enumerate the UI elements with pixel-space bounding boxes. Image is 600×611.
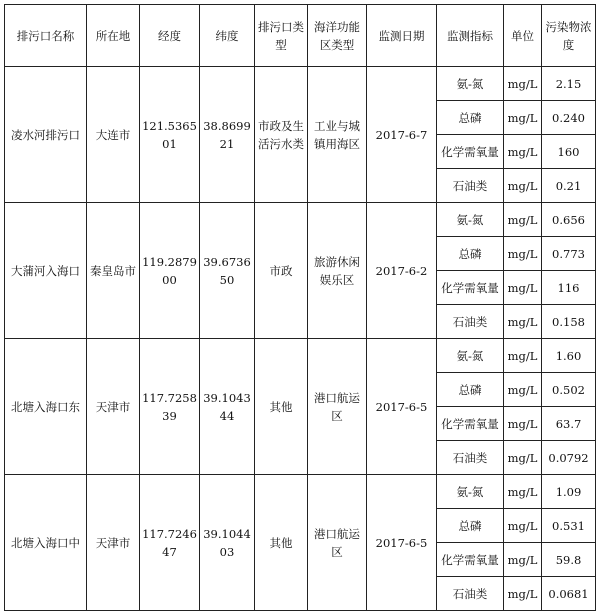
- indicator: 化学需氧量: [437, 543, 504, 577]
- indicator: 化学需氧量: [437, 271, 504, 305]
- outlet-type: 市政及生活污水类: [255, 67, 308, 203]
- concentration: 59.8: [542, 543, 596, 577]
- unit: mg/L: [504, 101, 542, 135]
- indicator: 石油类: [437, 305, 504, 339]
- table-row: [5, 475, 596, 509]
- unit: mg/L: [504, 271, 542, 305]
- unit: mg/L: [504, 407, 542, 441]
- unit: mg/L: [504, 339, 542, 373]
- outlet-date: 2017-6-2: [367, 203, 437, 339]
- unit: mg/L: [504, 509, 542, 543]
- concentration: 0.0792: [542, 441, 596, 475]
- outlet-name: 凌水河排污口: [5, 67, 87, 203]
- indicator: 氨-氮: [437, 67, 504, 101]
- header-concentration: 污染物浓度: [542, 5, 596, 67]
- concentration: 160: [542, 135, 596, 169]
- outlet-location: 大连市: [87, 67, 140, 203]
- unit: mg/L: [504, 475, 542, 509]
- concentration: 2.15: [542, 67, 596, 101]
- header-indicator: 监测指标: [437, 5, 504, 67]
- unit: mg/L: [504, 543, 542, 577]
- outlet-date: 2017-6-5: [367, 475, 437, 611]
- outlet-type: 市政: [255, 203, 308, 339]
- header-zone-type: 海洋功能区类型: [308, 5, 367, 67]
- outlet-date: 2017-6-5: [367, 339, 437, 475]
- outlet-name: 北塘入海口中: [5, 475, 87, 611]
- outlet-name: 北塘入海口东: [5, 339, 87, 475]
- outlet-latitude: 38.869921: [200, 67, 255, 203]
- concentration: 0.531: [542, 509, 596, 543]
- unit: mg/L: [504, 441, 542, 475]
- outlet-latitude: 39.104344: [200, 339, 255, 475]
- unit: mg/L: [504, 135, 542, 169]
- concentration: 0.502: [542, 373, 596, 407]
- concentration: 63.7: [542, 407, 596, 441]
- outlet-location: 天津市: [87, 339, 140, 475]
- unit: mg/L: [504, 373, 542, 407]
- outlet-type: 其他: [255, 475, 308, 611]
- header-date: 监测日期: [367, 5, 437, 67]
- outlet-longitude: 121.536501: [140, 67, 200, 203]
- outlet-zone-type: 工业与城镇用海区: [308, 67, 367, 203]
- indicator: 化学需氧量: [437, 135, 504, 169]
- unit: mg/L: [504, 237, 542, 271]
- table-row: [5, 67, 596, 101]
- header-longitude: 经度: [140, 5, 200, 67]
- indicator: 总磷: [437, 101, 504, 135]
- outlet-type: 其他: [255, 339, 308, 475]
- outlet-location: 天津市: [87, 475, 140, 611]
- outlet-longitude: 117.724647: [140, 475, 200, 611]
- indicator: 石油类: [437, 441, 504, 475]
- unit: mg/L: [504, 67, 542, 101]
- indicator: 总磷: [437, 373, 504, 407]
- concentration: 0.240: [542, 101, 596, 135]
- indicator: 石油类: [437, 577, 504, 611]
- header-location: 所在地: [87, 5, 140, 67]
- unit: mg/L: [504, 203, 542, 237]
- indicator: 总磷: [437, 509, 504, 543]
- header-row: [5, 5, 596, 67]
- outlet-longitude: 119.287900: [140, 203, 200, 339]
- outlet-zone-type: 港口航运区: [308, 475, 367, 611]
- indicator: 氨-氮: [437, 339, 504, 373]
- pollution-outlet-table: [4, 4, 596, 611]
- concentration: 0.773: [542, 237, 596, 271]
- concentration: 0.158: [542, 305, 596, 339]
- concentration: 116: [542, 271, 596, 305]
- table-row: [5, 203, 596, 237]
- outlet-latitude: 39.104403: [200, 475, 255, 611]
- concentration: 0.21: [542, 169, 596, 203]
- header-latitude: 纬度: [200, 5, 255, 67]
- indicator: 氨-氮: [437, 203, 504, 237]
- concentration: 1.60: [542, 339, 596, 373]
- unit: mg/L: [504, 305, 542, 339]
- indicator: 氨-氮: [437, 475, 504, 509]
- concentration: 0.0681: [542, 577, 596, 611]
- concentration: 0.656: [542, 203, 596, 237]
- unit: mg/L: [504, 577, 542, 611]
- outlet-location: 秦皇岛市: [87, 203, 140, 339]
- outlet-longitude: 117.725839: [140, 339, 200, 475]
- indicator: 化学需氧量: [437, 407, 504, 441]
- table-row: [5, 339, 596, 373]
- outlet-zone-type: 港口航运区: [308, 339, 367, 475]
- indicator: 总磷: [437, 237, 504, 271]
- concentration: 1.09: [542, 475, 596, 509]
- outlet-name: 大蒲河入海口: [5, 203, 87, 339]
- indicator: 石油类: [437, 169, 504, 203]
- header-name: 排污口名称: [5, 5, 87, 67]
- unit: mg/L: [504, 169, 542, 203]
- outlet-latitude: 39.673650: [200, 203, 255, 339]
- outlet-date: 2017-6-7: [367, 67, 437, 203]
- header-outlet-type: 排污口类型: [255, 5, 308, 67]
- header-unit: 单位: [504, 5, 542, 67]
- outlet-zone-type: 旅游休闲娱乐区: [308, 203, 367, 339]
